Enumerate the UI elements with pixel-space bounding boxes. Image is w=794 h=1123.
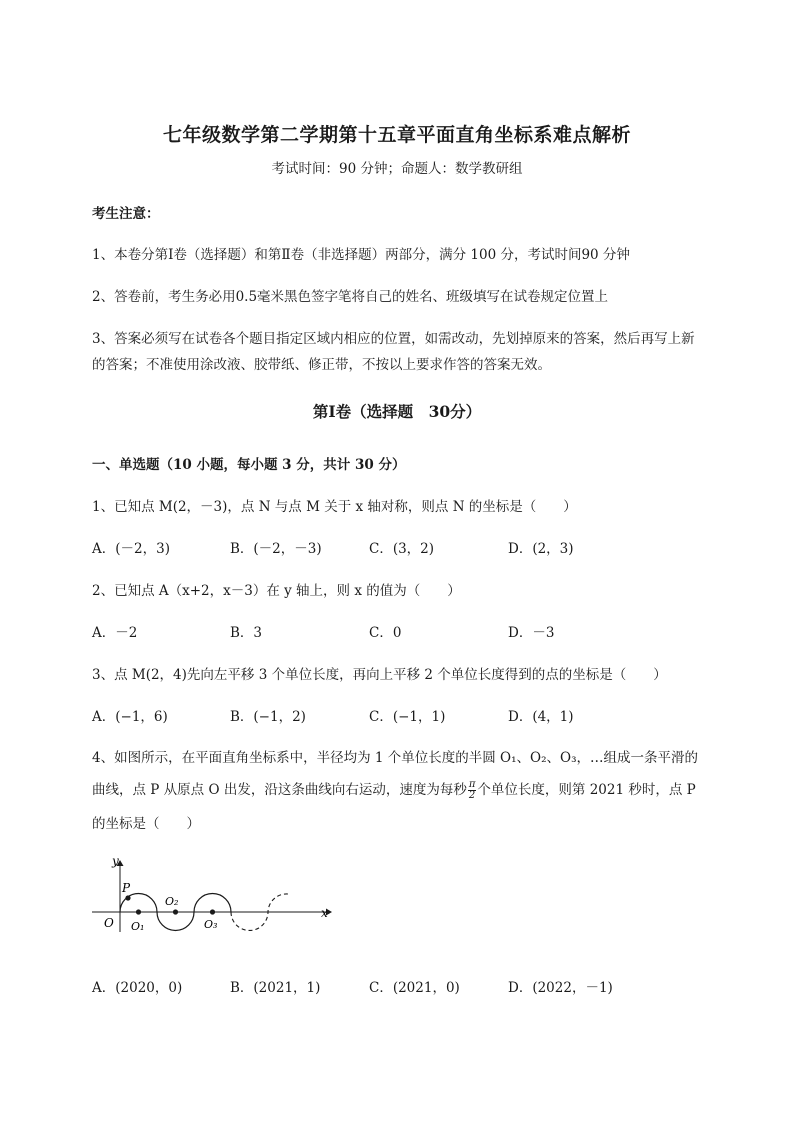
question-4-text-line-1: 4、如图所示，在平面直角坐标系中，半径均为 1 个单位长度的半圆 O₁、O₂、O₃，…组成一条平滑的 xyxy=(92,750,698,766)
question-3-option-b[interactable]: B．(−1，2) xyxy=(230,709,306,725)
point-o1 xyxy=(136,909,141,914)
question-2-text: 2、已知点 A（x+2，x－3）在 y 轴上，则 x 的值为（ ） xyxy=(92,583,461,599)
question-4-option-c[interactable]: C．(2021，0) xyxy=(369,980,460,996)
dashed-continuation xyxy=(231,892,290,930)
point-o2 xyxy=(173,909,178,914)
point-o1-label: O₁ xyxy=(131,920,145,933)
notice-item: 3、答案必须写在试卷各个题目指定区域内相应的位置，如需改动，先划掉原来的答案，然后再写上新 xyxy=(92,331,695,347)
point-o3 xyxy=(210,909,215,914)
question-4-option-d[interactable]: D．(2022，－1) xyxy=(508,980,613,996)
notice-item: 2、答卷前，考生务必用0.5毫米黑色签字笔将自己的姓名、班级填写在试卷规定位置上 xyxy=(92,289,609,305)
origin-label: O xyxy=(104,916,114,930)
question-2-option-b[interactable]: B．3 xyxy=(230,625,263,641)
question-4-text-line-2-end: 个单位长度，则第 2021 秒时，点 P xyxy=(477,782,696,798)
question-2-option-a[interactable]: A．－2 xyxy=(92,625,138,641)
fraction-denominator: 2 xyxy=(468,790,476,801)
page-title: 七年级数学第二学期第十五章平面直角坐标系难点解析 xyxy=(162,124,631,146)
question-1-option-b[interactable]: B．(－2，－3) xyxy=(230,541,322,557)
notice-item: 1、本卷分第Ⅰ卷（选择题）和第Ⅱ卷（非选择题）两部分，满分 100 分，考试时间90 分钟 xyxy=(92,247,630,263)
question-3-option-c[interactable]: C．(−1，1) xyxy=(369,709,446,725)
section-title: 第Ⅰ卷（选择题 30分） xyxy=(312,402,482,421)
question-3-option-d[interactable]: D．(4，1) xyxy=(508,709,574,725)
point-p-label: P xyxy=(122,881,131,895)
notice-item: 的答案；不准使用涂改液、胶带纸、修正带，不按以上要求作答的答案无效。 xyxy=(92,357,551,373)
x-axis-label: x xyxy=(321,906,328,920)
part-heading: 一、单选题（10 小题，每小题 3 分，共计 30 分） xyxy=(92,457,406,473)
point-o3-label: O₃ xyxy=(204,918,218,931)
y-axis-label: y xyxy=(112,854,119,868)
question-1-option-a[interactable]: A．(－2，3) xyxy=(92,541,170,557)
fraction-numerator: π xyxy=(468,779,476,790)
question-2-option-d[interactable]: D．－3 xyxy=(508,625,555,641)
notice-heading: 考生注意： xyxy=(92,206,160,222)
question-4-text-line-3: 的坐标是（ ） xyxy=(92,816,200,832)
question-4-option-b[interactable]: B．(2021，1) xyxy=(230,980,321,996)
question-4-text-line-2 xyxy=(92,778,696,801)
question-3-option-a[interactable]: A．(−1，6) xyxy=(92,709,168,725)
exam-info: 考试时间：90 分钟；命题人：数学教研组 xyxy=(271,161,523,177)
question-1-option-d[interactable]: D．(2，3) xyxy=(508,541,574,557)
question-1-option-c[interactable]: C．(3，2) xyxy=(369,541,435,557)
question-4-text-line-2-start: 曲线，点 P 从原点 O 出发，沿这条曲线向右运动，速度为每秒 xyxy=(92,782,467,798)
point-p xyxy=(125,895,130,900)
point-o2-label: O₂ xyxy=(165,895,179,908)
question-1-text: 1、已知点 M(2，－3)，点 N 与点 M 关于 x 轴对称，则点 N 的坐标是（ ） xyxy=(92,499,577,515)
question-2-option-c[interactable]: C．0 xyxy=(369,625,402,641)
question-4-figure xyxy=(88,848,348,938)
pi-over-2-fraction xyxy=(468,780,477,801)
question-3-text: 3、点 M(2，4)先向左平移 3 个单位长度，再向上平移 2 个单位长度得到的点的坐标是（ ） xyxy=(92,667,667,683)
question-4-option-a[interactable]: A．(2020，0) xyxy=(92,980,183,996)
